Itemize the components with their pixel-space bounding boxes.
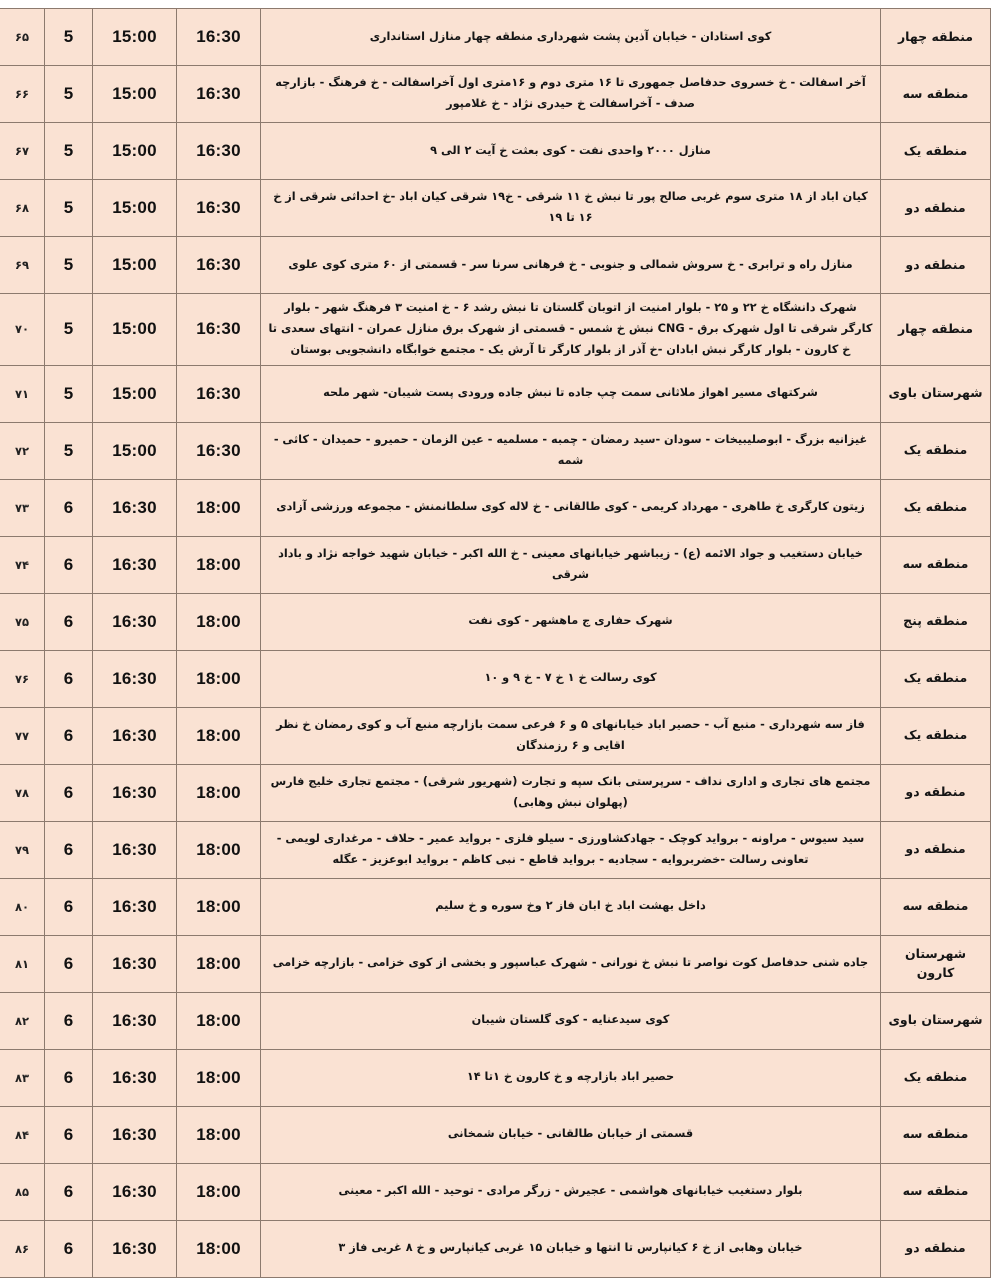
region-cell: منطقه چهار bbox=[881, 294, 991, 366]
address-cell: خیابان دستغیب و جواد الائمه (ع) - زیباشهر خیابانهای معینی - خ الله اکبر - خیابان شهید خواجه نژاد و باداد شرقی bbox=[261, 536, 881, 593]
group-cell: 6 bbox=[45, 707, 93, 764]
region-cell: منطقه دو bbox=[881, 1220, 991, 1277]
table-row bbox=[0, 479, 991, 536]
table-row bbox=[0, 593, 991, 650]
region-cell: منطقه یک bbox=[881, 650, 991, 707]
schedule-table-body bbox=[0, 9, 991, 1278]
table-row bbox=[0, 707, 991, 764]
row-index-cell: ۷۰ bbox=[0, 294, 45, 366]
end-time-cell: 16:30 bbox=[177, 365, 261, 422]
row-index-cell: ۷۴ bbox=[0, 536, 45, 593]
table-row bbox=[0, 365, 991, 422]
address-cell: داخل بهشت اباد خ ابان فاز ۲ وخ سوره و خ سلیم bbox=[261, 878, 881, 935]
table-row bbox=[0, 992, 991, 1049]
end-time-cell: 18:00 bbox=[177, 707, 261, 764]
start-time-cell: 16:30 bbox=[93, 821, 177, 878]
group-cell: 5 bbox=[45, 422, 93, 479]
end-time-cell: 18:00 bbox=[177, 1049, 261, 1106]
address-cell: مجتمع های تجاری و اداری نداف - سرپرستی بانک سپه و تجارت (شهریور شرقی) - مجتمع تجاری خلیج فارس (پهلوان نبش وهابی) bbox=[261, 764, 881, 821]
end-time-cell: 16:30 bbox=[177, 66, 261, 123]
table-row bbox=[0, 180, 991, 237]
group-cell: 5 bbox=[45, 180, 93, 237]
end-time-cell: 18:00 bbox=[177, 536, 261, 593]
row-index-cell: ۸۰ bbox=[0, 878, 45, 935]
address-cell: حصیر اباد بازارچه و خ کارون خ ۱تا ۱۴ bbox=[261, 1049, 881, 1106]
group-cell: 6 bbox=[45, 650, 93, 707]
address-cell: شرکتهای مسیر اهواز ملاثانی سمت چپ جاده تا نبش جاده ورودی پست شیبان- شهر ملحه bbox=[261, 365, 881, 422]
address-cell: جاده شنی حدفاصل کوت نواصر تا نبش خ نورانی - شهرک عباسپور و بخشی از کوی خزامی - بازارچه خزامی bbox=[261, 935, 881, 992]
group-cell: 6 bbox=[45, 479, 93, 536]
row-index-cell: ۶۷ bbox=[0, 123, 45, 180]
row-index-cell: ۶۶ bbox=[0, 66, 45, 123]
table-row bbox=[0, 1220, 991, 1277]
address-cell: فاز سه شهرداری - منبع آب - حصیر اباد خیابانهای ۵ و ۶ فرعی سمت بازارچه منبع آب و کوی رمضان خ نظر اقایی و ۶ رزمندگان bbox=[261, 707, 881, 764]
end-time-cell: 18:00 bbox=[177, 764, 261, 821]
end-time-cell: 18:00 bbox=[177, 935, 261, 992]
row-index-cell: ۶۸ bbox=[0, 180, 45, 237]
address-cell: کوی سیدعنایه - کوی گلستان شیبان bbox=[261, 992, 881, 1049]
start-time-cell: 16:30 bbox=[93, 650, 177, 707]
table-row bbox=[0, 123, 991, 180]
end-time-cell: 18:00 bbox=[177, 992, 261, 1049]
table-row bbox=[0, 536, 991, 593]
address-cell: کوی رسالت خ ۱ خ ۷ - خ ۹ و ۱۰ bbox=[261, 650, 881, 707]
region-cell: منطقه دو bbox=[881, 764, 991, 821]
region-cell: منطقه دو bbox=[881, 821, 991, 878]
start-time-cell: 16:30 bbox=[93, 1106, 177, 1163]
start-time-cell: 16:30 bbox=[93, 1163, 177, 1220]
row-index-cell: ۸۱ bbox=[0, 935, 45, 992]
start-time-cell: 16:30 bbox=[93, 536, 177, 593]
group-cell: 6 bbox=[45, 935, 93, 992]
end-time-cell: 18:00 bbox=[177, 821, 261, 878]
table-row bbox=[0, 764, 991, 821]
start-time-cell: 16:30 bbox=[93, 764, 177, 821]
row-index-cell: ۸۴ bbox=[0, 1106, 45, 1163]
group-cell: 6 bbox=[45, 1106, 93, 1163]
region-cell: منطقه چهار bbox=[881, 9, 991, 66]
address-cell: شهرک دانشگاه خ ۲۲ و ۲۵ - بلوار امنیت از اتوبان گلستان تا نبش رشد ۶ - خ امنیت ۳ فرهنگ شهر - بلوار کارگر شرقی تا اول شهرک برق - CNG نبش خ شمس - قسمتی از شهرک برق منازل عمران - انتهای سعدی تا خ کارون - بلوار کارگر نبش ابادان -خ آذر از بلوار کارگر تا آرش یک - مجتمع خوابگاه دانشجویی بوستان bbox=[261, 294, 881, 366]
start-time-cell: 15:00 bbox=[93, 66, 177, 123]
table-row bbox=[0, 294, 991, 366]
start-time-cell: 15:00 bbox=[93, 9, 177, 66]
region-cell: شهرستان کارون bbox=[881, 935, 991, 992]
region-cell: شهرستان باوی bbox=[881, 365, 991, 422]
end-time-cell: 16:30 bbox=[177, 9, 261, 66]
start-time-cell: 16:30 bbox=[93, 707, 177, 764]
row-index-cell: ۸۳ bbox=[0, 1049, 45, 1106]
row-index-cell: ۷۲ bbox=[0, 422, 45, 479]
region-cell: منطقه یک bbox=[881, 707, 991, 764]
region-cell: منطقه پنج bbox=[881, 593, 991, 650]
end-time-cell: 18:00 bbox=[177, 878, 261, 935]
region-cell: منطقه سه bbox=[881, 66, 991, 123]
table-row bbox=[0, 237, 991, 294]
end-time-cell: 18:00 bbox=[177, 1106, 261, 1163]
address-cell: خیابان وهابی از خ ۶ کیانپارس تا انتها و خیابان ۱۵ غربی کیانپارس و خ ۸ غربی فاز ۳ bbox=[261, 1220, 881, 1277]
row-index-cell: ۷۸ bbox=[0, 764, 45, 821]
end-time-cell: 18:00 bbox=[177, 650, 261, 707]
address-cell: کوی استادان - خیابان آذین پشت شهرداری منطقه چهار منازل استانداری bbox=[261, 9, 881, 66]
region-cell: منطقه یک bbox=[881, 479, 991, 536]
address-cell: منازل ۲۰۰۰ واحدی نفت - کوی بعثت خ آیت ۲ الی ۹ bbox=[261, 123, 881, 180]
group-cell: 6 bbox=[45, 536, 93, 593]
end-time-cell: 18:00 bbox=[177, 1163, 261, 1220]
region-cell: شهرستان باوی bbox=[881, 992, 991, 1049]
start-time-cell: 15:00 bbox=[93, 294, 177, 366]
outage-schedule-table bbox=[0, 8, 991, 1278]
start-time-cell: 16:30 bbox=[93, 479, 177, 536]
group-cell: 5 bbox=[45, 365, 93, 422]
group-cell: 6 bbox=[45, 821, 93, 878]
start-time-cell: 16:30 bbox=[93, 878, 177, 935]
start-time-cell: 16:30 bbox=[93, 1049, 177, 1106]
start-time-cell: 15:00 bbox=[93, 237, 177, 294]
start-time-cell: 16:30 bbox=[93, 992, 177, 1049]
region-cell: منطقه دو bbox=[881, 180, 991, 237]
address-cell: آخر اسفالت - خ خسروی حدفاصل جمهوری تا ۱۶ متری دوم و ۱۶متری اول آخراسفالت - خ فرهنگ - بازارچه صدف - آخراسفالت خ حیدری نژاد - خ غلامپور bbox=[261, 66, 881, 123]
row-index-cell: ۷۶ bbox=[0, 650, 45, 707]
group-cell: 5 bbox=[45, 9, 93, 66]
row-index-cell: ۷۳ bbox=[0, 479, 45, 536]
region-cell: منطقه سه bbox=[881, 536, 991, 593]
start-time-cell: 15:00 bbox=[93, 365, 177, 422]
row-index-cell: ۷۷ bbox=[0, 707, 45, 764]
table-row bbox=[0, 821, 991, 878]
end-time-cell: 18:00 bbox=[177, 593, 261, 650]
region-cell: منطقه یک bbox=[881, 1049, 991, 1106]
address-cell: بلوار دستغیب خیابانهای هواشمی - عجیرش - زرگر مرادی - توحید - الله اکبر - معینی bbox=[261, 1163, 881, 1220]
group-cell: 6 bbox=[45, 593, 93, 650]
group-cell: 6 bbox=[45, 1049, 93, 1106]
table-row bbox=[0, 422, 991, 479]
region-cell: منطقه سه bbox=[881, 1163, 991, 1220]
row-index-cell: ۷۹ bbox=[0, 821, 45, 878]
start-time-cell: 16:30 bbox=[93, 593, 177, 650]
address-cell: غیزانیه بزرگ - ابوصلیبیخات - سودان -سید رمضان - چمبه - مسلمیه - عین الزمان - حمیرو - حمیدان - کاثی - شمه bbox=[261, 422, 881, 479]
row-index-cell: ۸۶ bbox=[0, 1220, 45, 1277]
row-index-cell: ۸۲ bbox=[0, 992, 45, 1049]
end-time-cell: 16:30 bbox=[177, 294, 261, 366]
address-cell: منازل راه و ترابری - خ سروش شمالی و جنوبی - خ فرهانی سرنا سر - قسمتی از ۶۰ متری کوی علوی bbox=[261, 237, 881, 294]
region-cell: منطقه یک bbox=[881, 422, 991, 479]
end-time-cell: 18:00 bbox=[177, 1220, 261, 1277]
row-index-cell: ۶۹ bbox=[0, 237, 45, 294]
address-cell: زیتون کارگری خ طاهری - مهرداد کریمی - کوی طالقانی - خ لاله کوی سلطانمنش - مجموعه ورزشی آزادی bbox=[261, 479, 881, 536]
row-index-cell: ۷۱ bbox=[0, 365, 45, 422]
start-time-cell: 15:00 bbox=[93, 180, 177, 237]
table-row bbox=[0, 935, 991, 992]
region-cell: منطقه یک bbox=[881, 123, 991, 180]
group-cell: 5 bbox=[45, 66, 93, 123]
table-row bbox=[0, 1106, 991, 1163]
start-time-cell: 15:00 bbox=[93, 422, 177, 479]
address-cell: قسمتی از خیابان طالقانی - خیابان شمخانی bbox=[261, 1106, 881, 1163]
group-cell: 5 bbox=[45, 237, 93, 294]
end-time-cell: 16:30 bbox=[177, 180, 261, 237]
region-cell: منطقه سه bbox=[881, 878, 991, 935]
table-row bbox=[0, 9, 991, 66]
group-cell: 6 bbox=[45, 878, 93, 935]
group-cell: 6 bbox=[45, 992, 93, 1049]
row-index-cell: ۷۵ bbox=[0, 593, 45, 650]
table-row bbox=[0, 1163, 991, 1220]
table-row bbox=[0, 1049, 991, 1106]
end-time-cell: 16:30 bbox=[177, 422, 261, 479]
start-time-cell: 16:30 bbox=[93, 935, 177, 992]
row-index-cell: ۸۵ bbox=[0, 1163, 45, 1220]
end-time-cell: 16:30 bbox=[177, 237, 261, 294]
table-row bbox=[0, 878, 991, 935]
address-cell: کیان اباد از ۱۸ متری سوم غربی صالح پور تا نبش خ ۱۱ شرقی - خ۱۹ شرقی کیان اباد -خ احداثی شرقی از خ ۱۶ تا ۱۹ bbox=[261, 180, 881, 237]
address-cell: سید سیوس - مراونه - برواید کوچک - جهادکشاورزی - سیلو فلزی - برواید عمیر - حلاف - مرغداری لویمی - تعاونی رسالت -خضربروایه - سجادیه - برواید قاطع - نبی کاظم - برواید ابوعزیز - عگله bbox=[261, 821, 881, 878]
group-cell: 5 bbox=[45, 294, 93, 366]
group-cell: 6 bbox=[45, 1220, 93, 1277]
region-cell: منطقه دو bbox=[881, 237, 991, 294]
table-row bbox=[0, 66, 991, 123]
region-cell: منطقه سه bbox=[881, 1106, 991, 1163]
start-time-cell: 16:30 bbox=[93, 1220, 177, 1277]
row-index-cell: ۶۵ bbox=[0, 9, 45, 66]
table-row bbox=[0, 650, 991, 707]
group-cell: 5 bbox=[45, 123, 93, 180]
end-time-cell: 16:30 bbox=[177, 123, 261, 180]
start-time-cell: 15:00 bbox=[93, 123, 177, 180]
end-time-cell: 18:00 bbox=[177, 479, 261, 536]
address-cell: شهرک حفاری ج ماهشهر - کوی نفت bbox=[261, 593, 881, 650]
group-cell: 6 bbox=[45, 1163, 93, 1220]
group-cell: 6 bbox=[45, 764, 93, 821]
